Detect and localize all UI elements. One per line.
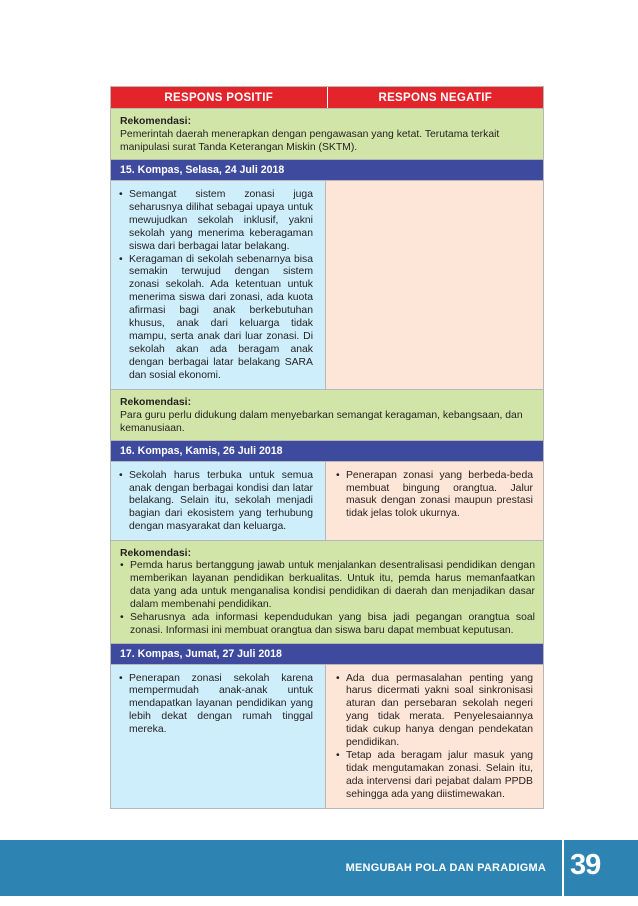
- section-15-responses: [111, 181, 543, 390]
- header-negative: RESPONS NEGATIF: [378, 91, 493, 104]
- positive-cell: [111, 462, 326, 541]
- section-16-responses: [111, 462, 543, 542]
- negative-cell: [326, 462, 543, 541]
- list-item: • Tetap ada beragam jalur masuk yang tidak mengutamakan zonasi. Selain itu, ada intervensi dari pejabat dalam PPDB sehingga ada yang diistimewakan.: [336, 750, 533, 802]
- header-positive: RESPONS POSITIF: [111, 87, 328, 108]
- page-number: 39: [570, 849, 601, 881]
- list-item: • Keragaman di sekolah sebenarnya bisa semakin terwujud dengan sistem zonasi sekolah. Ada ketentuan untuk menerima siswa dari zonasi, ada kuota afirmasi bagi anak berkebutuhan khusus, anak dari keluarga tidak mampu, serta anak dari luar zonasi. Di sekolah akan ada beragam anak dengan berbagai latar belakang SARA dan sosial ekonomi.: [119, 254, 313, 383]
- footer-divider: [562, 840, 564, 896]
- page-footer: [0, 840, 638, 896]
- list-item: • Pemda harus bertanggung jawab untuk menjalankan desentralisasi pendidikan dengan memberikan layanan pendidikan berkualitas. Untuk itu, pemda harus memanfaatkan data yang ada untuk menganalisa kondisi pendidikan di daerah dan menjadikan dasar dalam membenahi pendidikan.: [120, 560, 535, 612]
- section-17-title: 17. Kompas, Jumat, 27 Juli 2018: [111, 644, 543, 665]
- footer-title: MENGUBAH POLA DAN PARADIGMA: [345, 862, 546, 874]
- recommendation-15: [111, 390, 543, 441]
- list-item: • Penerapan zonasi sekolah karena mempermudah anak-anak untuk mendapatkan layanan pendidikan yang lebih dekat dengan rumah tinggal mereka.: [119, 673, 313, 738]
- list-item: • Ada dua permasalahan penting yang harus dicermati yakni soal sinkronisasi aturan dan persebaran sekolah negeri yang tidak merata. Penyelesaiannya tidak cukup hanya dengan pendekatan pendidikan.: [336, 673, 533, 750]
- negative-cell: [326, 665, 543, 808]
- list-item: • Sekolah harus terbuka untuk semua anak dengan berbagai kondisi dan latar belakang. Selain itu, sekolah menjadi bagian dari ekosistem yang terhubung dengan masyarakat dan keluarga.: [119, 470, 313, 535]
- list-item: • Semangat sistem zonasi juga seharusnya dilihat sebagai upaya untuk mewujudkan sekolah inklusif, yakni sekolah yang menerima keberagaman siswa dari berbagai latar belakang.: [119, 189, 313, 254]
- recommendation-1: [111, 109, 543, 160]
- list-item: • Seharusnya ada informasi kependudukan yang bisa jadi pegangan orangtua soal zonasi. Informasi ini membuat orangtua dan siswa baru dapat membuat keputusan.: [120, 612, 535, 638]
- section-15-title: 15. Kompas, Selasa, 24 Juli 2018: [111, 160, 543, 181]
- recommendation-16: [111, 541, 543, 643]
- section-17-responses: [111, 665, 543, 808]
- recommendation-label: Rekomendasi:: [120, 396, 192, 408]
- section-16-title: 16. Kompas, Kamis, 26 Juli 2018: [111, 441, 543, 462]
- negative-cell: [326, 181, 543, 389]
- recommendation-text: Pemerintah daerah menerapkan dengan pengawasan yang ketat. Terutama terkait manipulasi surat Tanda Keterangan Miskin (SKTM).: [120, 129, 500, 153]
- positive-cell: [111, 181, 326, 389]
- response-table: [110, 86, 544, 809]
- recommendation-label: Rekomendasi:: [120, 548, 192, 560]
- table-header: [111, 87, 543, 109]
- recommendation-label: Rekomendasi:: [120, 116, 192, 127]
- recommendation-text: Para guru perlu didukung dalam menyebarkan semangat keragaman, kebangsaan, dan kemanusiaan.: [120, 409, 523, 434]
- list-item: • Penerapan zonasi yang berbeda-beda membuat bingung orangtua. Jalur masuk dengan zonasi maupun prestasi tidak jelas tolok ukurnya.: [336, 470, 533, 522]
- positive-cell: [111, 665, 326, 808]
